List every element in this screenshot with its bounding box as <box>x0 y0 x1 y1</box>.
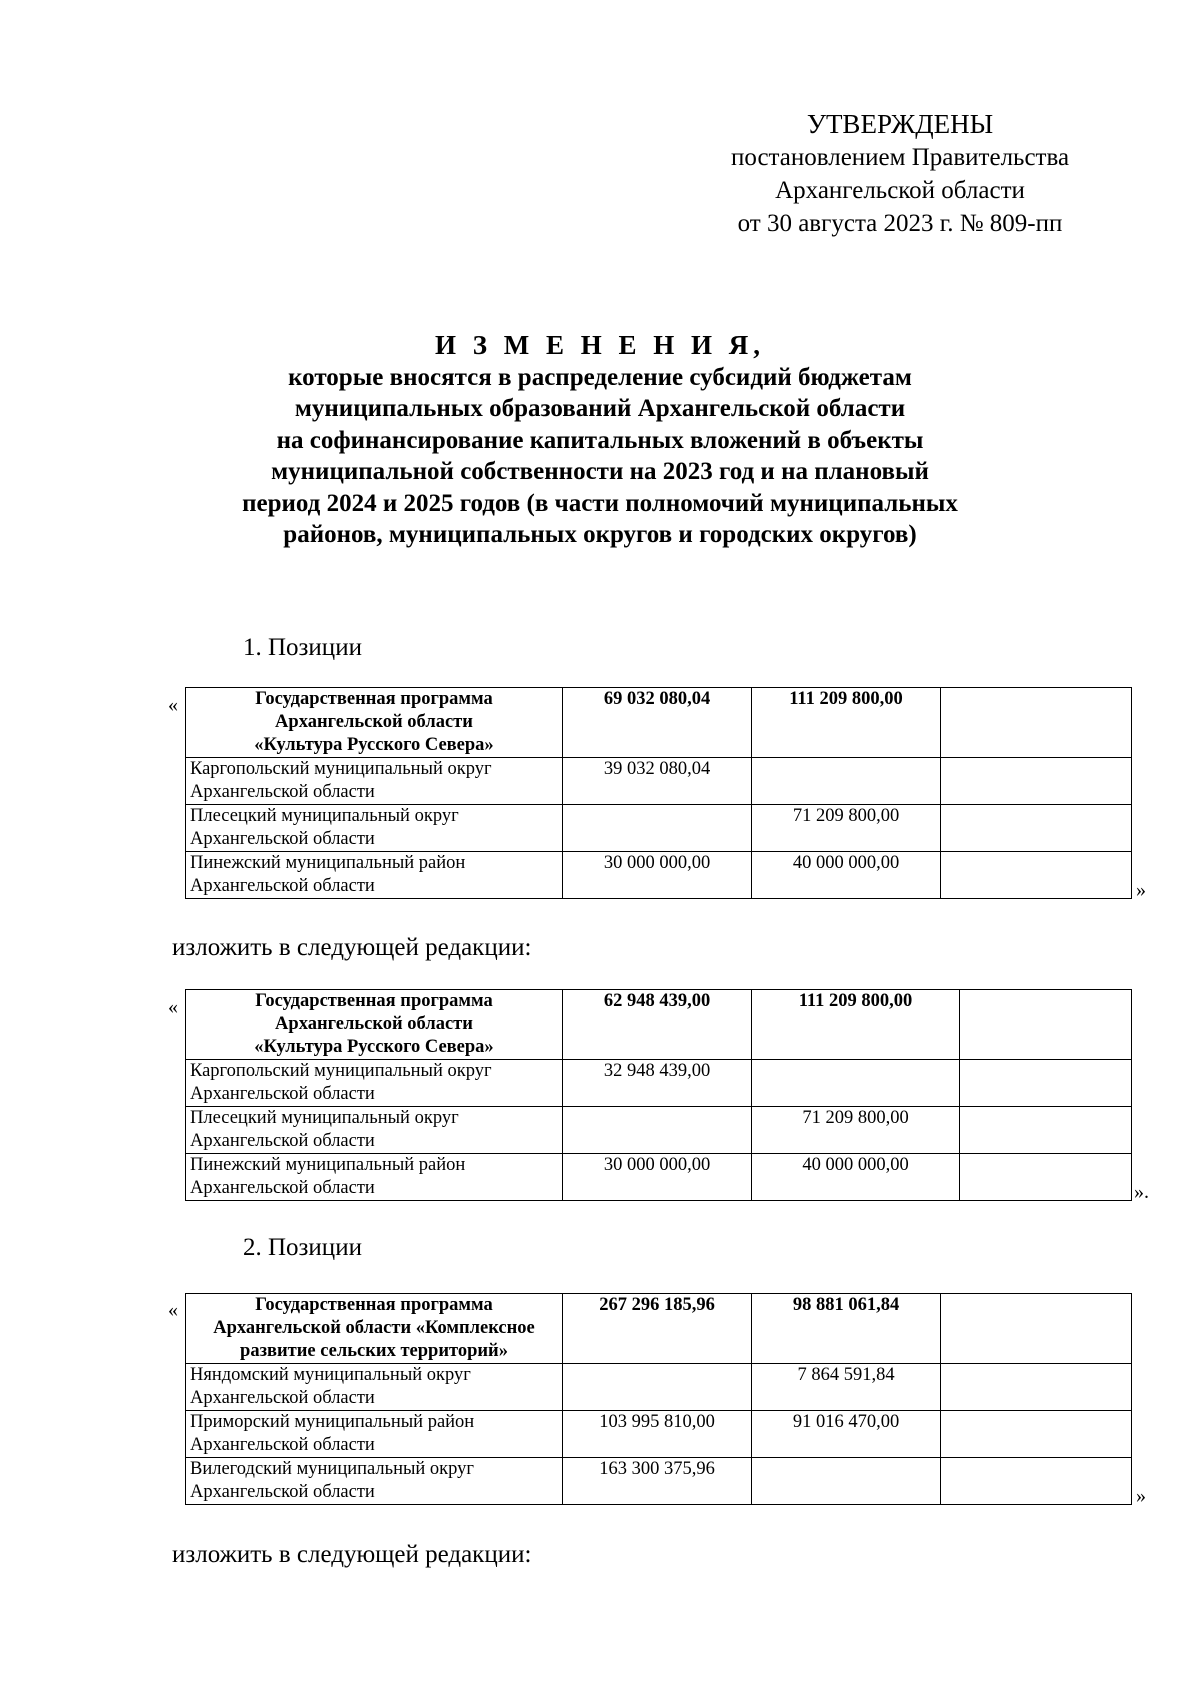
amount-cell <box>941 1294 1132 1364</box>
municipality-cell: Приморский муниципальный район Архангельской области <box>186 1411 563 1458</box>
amount-cell <box>752 1458 941 1505</box>
document-title <box>180 330 1020 551</box>
table-row <box>186 852 1132 899</box>
approval-block <box>700 108 1100 240</box>
open-quote: « <box>168 694 178 716</box>
amount-cell: 7 864 591,84 <box>752 1364 941 1411</box>
open-quote: « <box>168 996 178 1018</box>
amount-cell <box>752 758 941 805</box>
program-name-cell: Государственная программа Архангельской области «Комплексное развитие сельских территорий» <box>186 1294 563 1364</box>
close-quote: ». <box>1134 1181 1149 1203</box>
amount-cell: 163 300 375,96 <box>563 1458 752 1505</box>
municipality-cell: Няндомский муниципальный округ Архангельской области <box>186 1364 563 1411</box>
section-heading: 1. Позиции <box>243 634 362 661</box>
amount-cell <box>563 1107 752 1154</box>
municipality-cell: Пинежский муниципальный район Архангельской области <box>186 1154 563 1201</box>
table-row <box>186 1294 1132 1364</box>
amount-cell <box>960 1107 1132 1154</box>
amount-cell: 40 000 000,00 <box>752 1154 960 1201</box>
positions-table <box>185 687 1132 899</box>
amount-cell: 62 948 439,00 <box>563 990 752 1060</box>
amount-cell: 111 209 800,00 <box>752 990 960 1060</box>
amount-cell <box>941 852 1132 899</box>
approval-line: постановлением Правительства <box>730 144 1070 171</box>
amount-cell <box>941 688 1132 758</box>
amount-cell: 69 032 080,04 <box>563 688 752 758</box>
close-quote: » <box>1136 879 1146 901</box>
program-name-cell: Государственная программа Архангельской области «Культура Русского Севера» <box>186 990 563 1060</box>
amount-cell <box>941 805 1132 852</box>
table-row <box>186 1458 1132 1505</box>
amount-cell <box>941 1411 1132 1458</box>
positions-table <box>185 1293 1132 1505</box>
amount-cell <box>941 1364 1132 1411</box>
amount-cell: 39 032 080,04 <box>563 758 752 805</box>
amount-cell <box>960 990 1132 1060</box>
amount-cell: 91 016 470,00 <box>752 1411 941 1458</box>
municipality-cell: Плесецкий муниципальный округ Архангельской области <box>186 1107 563 1154</box>
municipality-cell: Плесецкий муниципальный округ Архангельской области <box>186 805 563 852</box>
table-row <box>186 688 1132 758</box>
amount-cell: 32 948 439,00 <box>563 1060 752 1107</box>
open-quote: « <box>168 1299 178 1321</box>
amount-cell <box>941 758 1132 805</box>
approval-title: УТВЕРЖДЕНЫ <box>806 109 994 139</box>
amount-cell: 98 881 061,84 <box>752 1294 941 1364</box>
amount-cell <box>752 1060 960 1107</box>
amount-cell: 111 209 800,00 <box>752 688 941 758</box>
table-row <box>186 1107 1132 1154</box>
table-row <box>186 1411 1132 1458</box>
section-heading: 2. Позиции <box>243 1234 362 1261</box>
title-line: муниципальной собственности на 2023 год и на плановый <box>271 458 929 485</box>
amount-cell: 103 995 810,00 <box>563 1411 752 1458</box>
approval-line: Архангельской области <box>775 177 1025 204</box>
title-line: муниципальных образований Архангельской области <box>294 395 906 422</box>
municipality-cell: Каргопольский муниципальный округ Архангельской области <box>186 1060 563 1107</box>
title-line: которые вносятся в распределение субсидий бюджетам <box>288 363 912 391</box>
title-line: районов, муниципальных округов и городских округов) <box>283 521 917 548</box>
municipality-cell: Каргопольский муниципальный округ Архангельской области <box>186 758 563 805</box>
amount-cell: 267 296 185,96 <box>563 1294 752 1364</box>
table-row <box>186 805 1132 852</box>
program-name-cell: Государственная программа Архангельской области «Культура Русского Севера» <box>186 688 563 758</box>
municipality-cell: Вилегодский муниципальный округ Архангельской области <box>186 1458 563 1505</box>
edit-note: изложить в следующей редакции: <box>172 934 532 961</box>
amount-cell <box>960 1060 1132 1107</box>
positions-table <box>185 989 1132 1201</box>
approval-line: от 30 августа 2023 г. № 809-пп <box>737 210 1063 237</box>
amount-cell: 30 000 000,00 <box>563 852 752 899</box>
amount-cell <box>563 805 752 852</box>
amount-cell <box>960 1154 1132 1201</box>
table-row <box>186 1154 1132 1201</box>
amount-cell: 40 000 000,00 <box>752 852 941 899</box>
table-row <box>186 990 1132 1060</box>
document-heading: И З М Е Н Е Н И Я, <box>434 330 765 360</box>
table-row <box>186 758 1132 805</box>
amount-cell: 71 209 800,00 <box>752 805 941 852</box>
edit-note: изложить в следующей редакции: <box>172 1541 532 1568</box>
title-line: период 2024 и 2025 годов (в части полномочий муниципальных <box>242 489 958 517</box>
table-row <box>186 1364 1132 1411</box>
amount-cell: 71 209 800,00 <box>752 1107 960 1154</box>
table-row <box>186 1060 1132 1107</box>
municipality-cell: Пинежский муниципальный район Архангельской области <box>186 852 563 899</box>
title-line: на софинансирование капитальных вложений в объекты <box>276 426 924 454</box>
amount-cell: 30 000 000,00 <box>563 1154 752 1201</box>
amount-cell <box>941 1458 1132 1505</box>
amount-cell <box>563 1364 752 1411</box>
close-quote: » <box>1136 1485 1146 1507</box>
